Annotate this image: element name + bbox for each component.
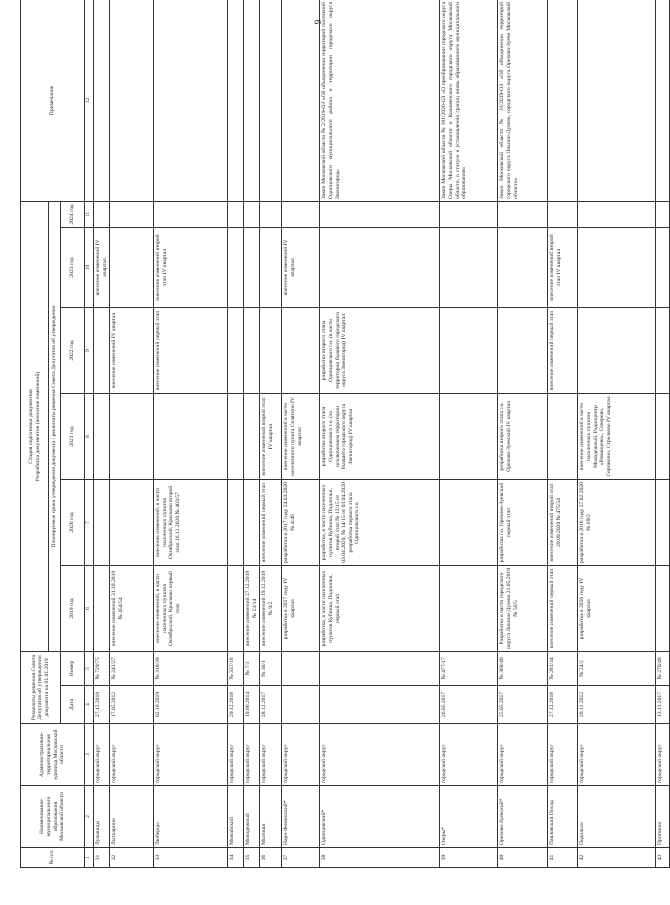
row-num: 38	[320, 848, 440, 868]
year-2022-cell: внесение изменений первый этап	[548, 307, 578, 393]
header-date: Дата	[61, 686, 85, 724]
year-2022-cell	[440, 307, 498, 393]
year-2024-cell	[440, 201, 498, 227]
year-2023-cell	[320, 227, 440, 307]
row-num: 42	[578, 848, 656, 868]
rotated-page	[20, 0, 664, 868]
decision-number: № 729/75	[94, 651, 110, 685]
table-row	[498, 0, 548, 868]
note-cell	[656, 0, 670, 201]
header-year-2020: 2020 год	[61, 479, 85, 565]
decision-date	[282, 686, 320, 724]
mo-name: Наро-Фоминский*	[282, 786, 320, 848]
note-cell	[578, 0, 656, 201]
year-2020-cell	[228, 479, 244, 565]
year-2023-cell: внесение изменений IV квартал	[282, 227, 320, 307]
note-cell	[154, 0, 228, 201]
year-2022-cell: внесение изменений IV квартал	[110, 307, 154, 393]
header-year-2019: 2019 год	[61, 565, 85, 651]
decision-number: № 281/34	[548, 651, 578, 685]
header-stage	[21, 201, 49, 651]
decision-date: 13.11.2017	[656, 686, 670, 724]
column-number-row	[85, 0, 94, 868]
table-row	[320, 0, 440, 868]
table-row	[228, 0, 244, 868]
row-num: 41	[548, 848, 578, 868]
decision-number: № 318/39	[154, 651, 228, 685]
row-num: 31	[94, 848, 110, 868]
table-row	[548, 0, 578, 868]
col-number: 10	[85, 227, 94, 307]
year-2019-cell	[228, 565, 244, 651]
note-cell	[110, 0, 154, 201]
year-2024-cell	[244, 201, 260, 227]
note-cell	[244, 0, 260, 201]
year-2020-cell	[110, 479, 154, 565]
col-number: 9	[85, 307, 94, 393]
year-2021-cell	[154, 393, 228, 479]
col-number: 11	[85, 201, 94, 227]
year-2023-cell: внесение изменений IV квартал	[94, 227, 110, 307]
note-cell: Закон Московской области № 2/2019-ОЗ «Об объединении территорий поселений Одинцовского муниципального района и территории городского округа Звенигород»	[320, 0, 440, 201]
table-row	[154, 0, 228, 868]
year-2019-cell: разработка в 2017 году IV квартал	[282, 565, 320, 651]
adm-unit: городской округ	[656, 724, 670, 786]
adm-unit: городской округ	[228, 724, 244, 786]
year-2023-cell	[578, 227, 656, 307]
year-2023-cell	[260, 227, 282, 307]
year-2024-cell	[320, 201, 440, 227]
adm-unit: городской округ	[440, 724, 498, 786]
year-2019-cell: разработка в 2016 году IV квартал	[578, 565, 656, 651]
row-num: 37	[282, 848, 320, 868]
year-2019-cell: внесение изменений первый этап	[548, 565, 578, 651]
decision-date	[320, 686, 440, 724]
table-row	[110, 0, 154, 868]
table-row	[94, 0, 110, 868]
year-2022-cell: разработка второго этапа Одинцовского г.о. (в части территории бывшего городского округа Звенигород) IV квартал	[320, 307, 440, 393]
year-2021-cell: разработка второго этапа г.о. Орехово-Зуевский IV квартал	[498, 393, 548, 479]
mo-name: Подольск	[578, 786, 656, 848]
header-year-2021: 2021 год	[61, 393, 85, 479]
adm-unit: городской округ	[260, 724, 282, 786]
decision-date: 17.05.2012	[110, 686, 154, 724]
mo-name: Молодежный	[244, 786, 260, 848]
adm-unit: городской округ	[110, 724, 154, 786]
header-stage-sub2: Планируемые сроки утверждения документа / реквизиты решения Совета Депутатов об утверждении	[49, 201, 61, 651]
table-row	[656, 0, 670, 868]
col-number: 5	[85, 651, 94, 685]
header-note: Примечание	[21, 0, 85, 201]
mo-name: Лыткарино	[110, 786, 154, 848]
year-2022-cell	[228, 307, 244, 393]
year-2024-cell	[498, 201, 548, 227]
year-2023-cell	[228, 227, 244, 307]
header-num: № п/п	[21, 848, 85, 868]
adm-unit: городской округ	[244, 724, 260, 786]
note-cell: Закон Московской области № 33/2019-ОЗ «Об объединении территорий городского округа Ликино-Дулево, городского округа Орехово-Зуево Московской области»	[498, 0, 548, 201]
decision-number: № 24/2	[578, 651, 656, 685]
year-2022-cell	[282, 307, 320, 393]
year-2024-cell	[656, 201, 670, 227]
year-2024-cell	[228, 201, 244, 227]
decision-date: 28.12.2017	[260, 686, 282, 724]
mo-name: Протвино	[656, 786, 670, 848]
year-2020-cell: внесение изменений второй этап 29.09.2020 № 475/54	[548, 479, 578, 565]
year-2021-cell: разработка второго этапа Одинцовского г.о. (за исключением территории бывшего городского округа Звенигород) IV квартал	[320, 393, 440, 479]
year-2022-cell	[260, 307, 282, 393]
decision-date: 27.12.2018	[94, 686, 110, 724]
year-2019-cell: Разработка в части городского округа Ликино-Дулево 21.05.2019 № 56/5	[498, 565, 548, 651]
year-2019-cell	[94, 565, 110, 651]
adm-unit: городской округ	[548, 724, 578, 786]
year-2023-cell	[110, 227, 154, 307]
header-year-2023: 2023 год	[61, 227, 85, 307]
table-row	[578, 0, 656, 868]
header-year-2024: 2024 год	[61, 201, 85, 227]
table-row	[244, 0, 260, 868]
mo-name: Озеры*	[440, 786, 498, 848]
col-number: 12	[85, 0, 94, 201]
mo-name: Павловский Посад	[548, 786, 578, 848]
mo-name: Можайский	[228, 786, 244, 848]
mo-name: Люберцы	[154, 786, 228, 848]
mo-name: Луховицы	[94, 786, 110, 848]
year-2021-cell: внесение изменений второй этап IV квартал	[260, 393, 282, 479]
col-number: 8	[85, 393, 94, 479]
year-2019-cell: разработка, в части населенных пунктов Кубинка, Подлипки, первый этап	[320, 565, 440, 651]
year-2020-cell: внесение изменений, в части населенных пунктов Октябрьский, Красково второй этап 16.12.2020 № 403/57	[154, 479, 228, 565]
header-year-2022: 2022 год	[61, 307, 85, 393]
year-2022-cell	[498, 307, 548, 393]
decision-number: № 270/48	[656, 651, 670, 685]
decision-date: 02.10.2019	[154, 686, 228, 724]
decision-date: 25.05.2017	[498, 686, 548, 724]
year-2021-cell	[440, 393, 498, 479]
decision-number: № 337/18	[228, 651, 244, 685]
year-2020-cell: разработка в 2016 году 27.02.2020 № 69/2	[578, 479, 656, 565]
note-cell	[228, 0, 244, 201]
decision-number	[320, 651, 440, 685]
decision-number: № 368/40	[498, 651, 548, 685]
adm-unit: городской округ	[498, 724, 548, 786]
note-cell	[282, 0, 320, 201]
year-2021-cell	[244, 393, 260, 479]
row-num: 34	[228, 848, 244, 868]
table-row	[440, 0, 498, 868]
year-2020-cell: разработка г.о. Орехово-Зуевский первый этап	[498, 479, 548, 565]
year-2021-cell	[548, 393, 578, 479]
decision-number: № 477/17	[440, 651, 498, 685]
year-2020-cell	[440, 479, 498, 565]
table-row	[282, 0, 320, 868]
adm-unit: городской округ	[282, 724, 320, 786]
mo-name: Одинцовский*	[320, 786, 440, 848]
mo-name: Орехово-Зуевский*	[498, 786, 548, 848]
year-2019-cell: внесение изменений 19.12.2019 № 9/2	[260, 565, 282, 651]
year-2020-cell	[244, 479, 260, 565]
year-2024-cell	[260, 201, 282, 227]
year-2023-cell	[244, 227, 260, 307]
year-2021-cell	[656, 393, 670, 479]
year-2024-cell	[578, 201, 656, 227]
year-2022-cell	[94, 307, 110, 393]
year-2024-cell	[94, 201, 110, 227]
header-stage-title: Стадия подготовки документов	[27, 389, 34, 464]
col-number: 2	[85, 786, 94, 848]
year-2023-cell: внесение изменений второй этап IV квартал	[154, 227, 228, 307]
page-number: 9	[313, 19, 323, 25]
year-2020-cell: разработка, в части населенных пунктов Кубинка, Подлипки, второй этап № 12/15 от 03.04.2020, № 14/15 от 03.04.2020 разработка первого этапа Одинцовского г.о.	[320, 479, 440, 565]
col-number: 6	[85, 565, 94, 651]
adm-unit: городской округ	[320, 724, 440, 786]
year-2021-cell: внесение изменений в части населенного пункта Селятино IV квартал	[282, 393, 320, 479]
year-2019-cell	[656, 565, 670, 651]
year-2020-cell: внесение изменений первый этап	[260, 479, 282, 565]
year-2024-cell	[548, 201, 578, 227]
year-2022-cell: внесение изменений первый этап	[154, 307, 228, 393]
decision-number: № 241/27	[110, 651, 154, 685]
row-num: 33	[154, 848, 228, 868]
decision-date: 29.12.2018	[228, 686, 244, 724]
col-number: 4	[85, 686, 94, 724]
row-num: 36	[260, 848, 282, 868]
header-stage-sub1: Разработка документов (внесение изменений)	[34, 371, 41, 482]
col-number: 1	[85, 848, 94, 868]
adm-unit: городской округ	[94, 724, 110, 786]
adm-unit: городской округ	[154, 724, 228, 786]
decision-date: 27.12.2018	[548, 686, 578, 724]
year-2021-cell	[94, 393, 110, 479]
year-2020-cell	[656, 479, 670, 565]
decision-date: 20.12.2012	[578, 686, 656, 724]
decision-date: 26.05.2017	[440, 686, 498, 724]
year-2024-cell	[154, 201, 228, 227]
note-cell: Закон Московской области № 181/2020-ОЗ «О преобразовании городского округа Озеры Московской области и Коломенского городского округа Московской области, о статусе и установлении границ вновь образованного муниципального образования»	[440, 0, 498, 201]
registry-table	[20, 0, 670, 868]
table-row	[260, 0, 282, 868]
year-2021-cell	[110, 393, 154, 479]
row-num: 40	[498, 848, 548, 868]
year-2019-cell: внесение изменений 31.10.2019 № 454/54	[110, 565, 154, 651]
mo-name: Мытищи	[260, 786, 282, 848]
year-2019-cell	[440, 565, 498, 651]
year-2023-cell	[656, 227, 670, 307]
adm-unit: городской округ	[578, 724, 656, 786]
year-2023-cell	[440, 227, 498, 307]
year-2021-cell	[228, 393, 244, 479]
note-cell	[548, 0, 578, 201]
col-number: 7	[85, 479, 94, 565]
year-2020-cell	[94, 479, 110, 565]
col-number: 3	[85, 724, 94, 786]
note-cell	[94, 0, 110, 201]
row-num: 43	[656, 848, 670, 868]
decision-number: № 36/1	[260, 651, 282, 685]
row-num: 32	[110, 848, 154, 868]
note-cell	[260, 0, 282, 201]
row-num: 35	[244, 848, 260, 868]
year-2023-cell	[498, 227, 548, 307]
year-2022-cell	[578, 307, 656, 393]
decision-date: 19.06.2014	[244, 686, 260, 724]
header-adm-unit: Административно-территориальная единица Московской области	[21, 724, 85, 786]
year-2019-cell: внесение изменений, в части населенных пунктов Октябрьский, Красково первый этап	[154, 565, 228, 651]
year-2022-cell	[244, 307, 260, 393]
header-number: Номер	[61, 651, 85, 685]
decision-number: № 7/1	[244, 651, 260, 685]
year-2023-cell: внесение изменений второй этап IV квартал	[548, 227, 578, 307]
year-2020-cell: разработка в 2017 году 24.03.2020 № 4/46	[282, 479, 320, 565]
year-2024-cell	[282, 201, 320, 227]
row-num: 39	[440, 848, 498, 868]
decision-number	[282, 651, 320, 685]
year-2021-cell: внесение изменений в части населенных пунктов Молодежный, Радиоцентр «Романцево», Северово, Сертякино, Стрелково IV квартал	[578, 393, 656, 479]
header-rekvizity: Реквизиты решения Совета Депутатов об утверждении документа на 01.01.2019	[21, 651, 61, 723]
header-mo-name: Наименование муниципального образования Московской области	[21, 786, 85, 848]
year-2022-cell	[656, 307, 670, 393]
year-2024-cell	[110, 201, 154, 227]
year-2019-cell: внесение изменений 27.12.2019 № 13/14	[244, 565, 260, 651]
